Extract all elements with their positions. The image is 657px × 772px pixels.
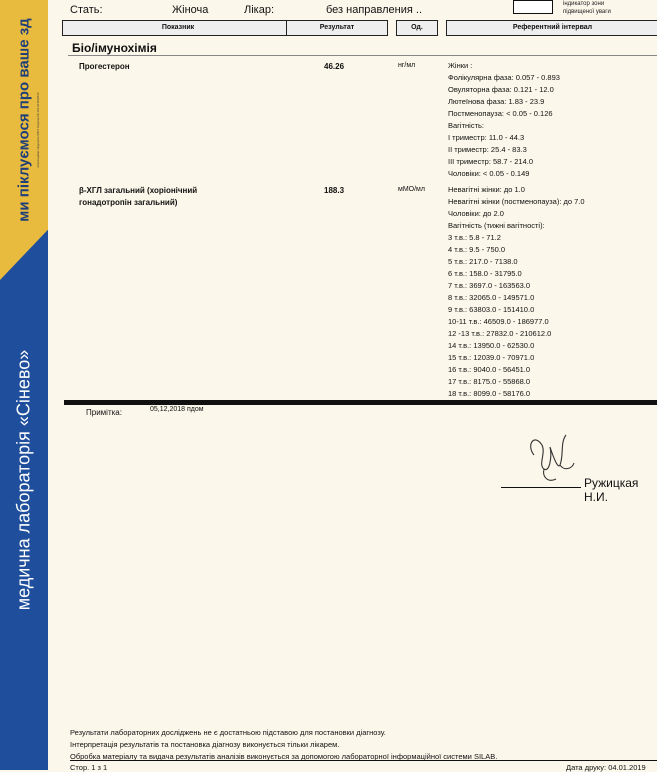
- slogan: ми піклуємося про ваше зд: [15, 18, 33, 222]
- ref-line: Овуляторна фаза: 0.121 - 12.0: [448, 85, 554, 94]
- header-unit: Од.: [396, 20, 438, 36]
- report-body: [48, 0, 657, 770]
- footer-disclaimer-1: Результати лабораторних досліджень не є достатньою підставою для постановки діагнозу.: [70, 728, 386, 737]
- print-date: Дата друку: 04.01.2019: [566, 763, 646, 772]
- ref-line: Вагітність (тижні вагітності):: [448, 221, 545, 230]
- footer-disclaimer-2: Інтерпретація результатів та постановка діагнозу виконується тільки лікарем.: [70, 740, 340, 749]
- doctor-signature: [520, 425, 580, 487]
- ref-line: 17 т.в.: 8175.0 - 55868.0: [448, 377, 531, 386]
- header-ref: Референтний інтервал: [446, 20, 657, 36]
- ref-line: 12 -13 т.в.: 27832.0 - 210612.0: [448, 329, 552, 338]
- test-result: 46.26: [324, 62, 345, 71]
- footer-divider: [70, 760, 657, 761]
- ref-line: Невагітні жінки (постменопауза): до 7.0: [448, 197, 585, 206]
- ref-line: 16 т.в.: 9040.0 - 56451.0: [448, 365, 531, 374]
- doctor-name: Ружицкая Н.И.: [584, 476, 639, 504]
- table-end-divider: [64, 400, 657, 405]
- section-divider: [68, 55, 657, 56]
- ref-line: 6 т.в.: 158.0 - 31795.0: [448, 269, 522, 278]
- ref-line: Постменопауза: < 0.05 - 0.126: [448, 109, 553, 118]
- ref-line: Чоловіки: < 0.05 - 0.149: [448, 169, 530, 178]
- note-value: 05,12,2018 пдом: [150, 406, 204, 413]
- attention-indicator-box: [513, 0, 553, 14]
- sex-value: Жіноча: [172, 4, 209, 16]
- ref-line: 10-11 т.в.: 46509.0 - 186977.0: [448, 317, 549, 326]
- test-reference: [448, 184, 585, 400]
- ref-line: 18 т.в.: 8099.0 - 58176.0: [448, 389, 531, 398]
- ref-line: 9 т.в.: 63803.0 - 151410.0: [448, 305, 535, 314]
- note-label: Примітка:: [86, 408, 122, 417]
- attention-indicator-legend: [563, 0, 611, 16]
- test-reference: [448, 60, 560, 180]
- signature-line: [501, 487, 581, 488]
- sex-label: Стать:: [70, 4, 103, 16]
- ref-line: III триместр: 58.7 - 214.0: [448, 157, 534, 166]
- doctor-value: без направления ..: [326, 4, 423, 16]
- indicator-line1: індикатор зони: [563, 1, 605, 7]
- ref-line: 4 т.в.: 9.5 - 750.0: [448, 245, 506, 254]
- ref-line: I триместр: 11.0 - 44.3: [448, 133, 525, 142]
- ref-line: 8 т.в.: 32065.0 - 149571.0: [448, 293, 535, 302]
- test-result: 188.3: [324, 186, 345, 195]
- ref-line: Невагітні жінки: до 1.0: [448, 185, 525, 194]
- indicator-line2: підвищеної уваги: [563, 9, 611, 15]
- ref-line: Лютеїнова фаза: 1.83 - 23.9: [448, 97, 545, 106]
- footer-disclaimer-3: Обробка матеріалу та видача результатів аналізів виконується за допомогою лабораторної інформаційної системи SILAB.: [70, 752, 498, 761]
- test-unit: нг/мл: [398, 62, 416, 69]
- test-unit: мМО/мл: [398, 186, 425, 193]
- ref-line: Жінки :: [448, 61, 473, 70]
- sidebar-brand: [0, 0, 48, 770]
- ref-line: 14 т.в.: 13950.0 - 62530.0: [448, 341, 535, 350]
- doctor-label: Лікар:: [244, 4, 275, 16]
- section-title: Біо/імунохімія: [72, 41, 157, 55]
- ref-line: 7 т.в.: 3697.0 - 163563.0: [448, 281, 531, 290]
- ref-line: Чоловіки: до 2.0: [448, 209, 504, 218]
- ref-line: II триместр: 25.4 - 83.3: [448, 145, 527, 154]
- ref-line: Фолікулярна фаза: 0.057 - 0.893: [448, 73, 560, 82]
- header-result: Результат: [286, 20, 388, 36]
- ref-line: 15 т.в.: 12039.0 - 70971.0: [448, 353, 535, 362]
- ref-line: 5 т.в.: 217.0 - 7138.0: [448, 257, 518, 266]
- test-name: β-ХГЛ загальний (хоріонічний гонадотропін загальний): [79, 186, 198, 207]
- test-name: Прогестерон: [79, 62, 130, 71]
- lab-brand: медична лабораторія «Сінево»: [13, 349, 34, 611]
- page-number: Стор. 1 з 1: [70, 763, 108, 772]
- ref-line: Вагітність:: [448, 121, 484, 130]
- ref-line: 3 т.в.: 5.8 - 71.2: [448, 233, 501, 242]
- certificate-text: Атестаційне свідоцтво МОЗ України № 101-0156/2014: [36, 92, 40, 168]
- header-indicator: Показник: [62, 20, 294, 36]
